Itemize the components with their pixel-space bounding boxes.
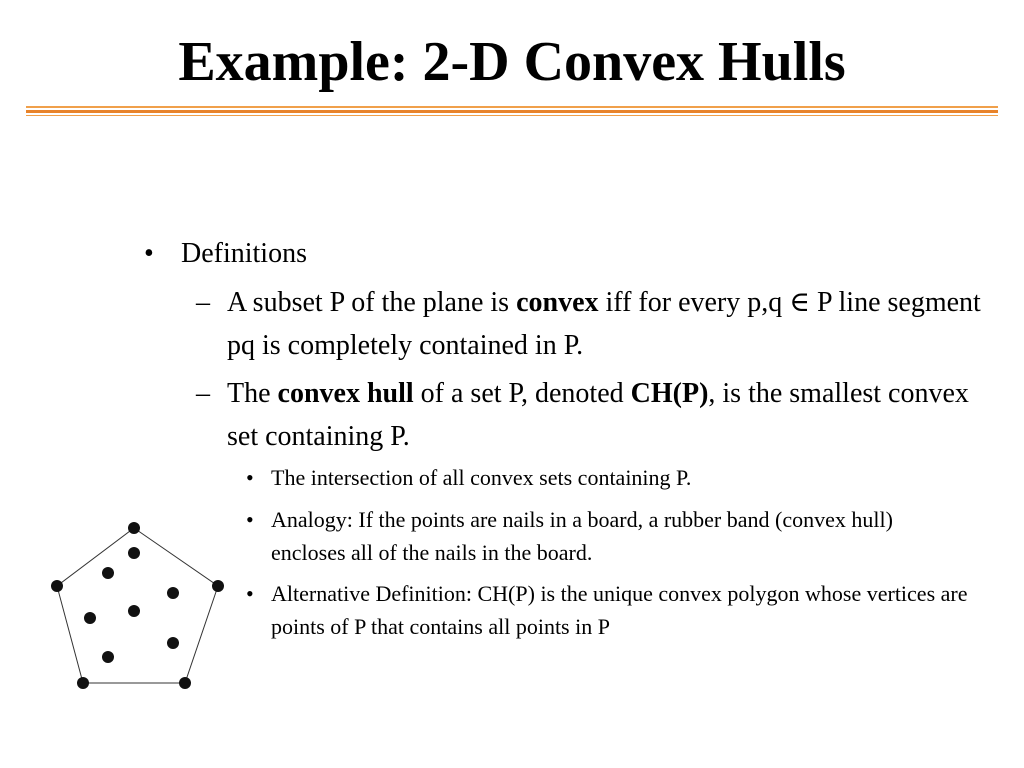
bullet-marker: • xyxy=(144,238,154,269)
hull-vertex-point xyxy=(179,677,191,689)
interior-point xyxy=(128,547,140,559)
bullet-text: Definitions xyxy=(181,238,307,269)
title-underline-thin xyxy=(26,115,998,116)
dash-marker: – xyxy=(196,287,210,318)
title-underline xyxy=(26,106,998,108)
sub-bullet-text: Analogy: If the points are nails in a board, a rubber band (convex hull) encloses all of the nails in the board. xyxy=(271,507,893,565)
sub-bullet-text: Alternative Definition: CH(P) is the unique convex polygon whose vertices are points of P that contains all points in P xyxy=(271,581,968,639)
interior-point xyxy=(84,612,96,624)
interior-point xyxy=(167,587,179,599)
hull-vertex-point xyxy=(212,580,224,592)
point-set xyxy=(51,522,224,689)
sub-bullet-marker: • xyxy=(246,581,254,606)
convex-hull-figure xyxy=(40,510,230,700)
interior-point xyxy=(128,605,140,617)
sub-bullet-marker: • xyxy=(246,465,254,490)
definition-hull-text: The convex hull of a set P, denoted CH(P), is the smallest convex set containing P. xyxy=(227,378,969,452)
hull-vertex-point xyxy=(51,580,63,592)
interior-point xyxy=(102,567,114,579)
term-convex: convex xyxy=(516,287,599,318)
hull-vertex-point xyxy=(128,522,140,534)
title-underline-thick xyxy=(26,110,998,113)
interior-point xyxy=(102,651,114,663)
slide-title: Example: 2-D Convex Hulls xyxy=(178,31,846,93)
notation-ch-p: CH(P) xyxy=(630,378,709,409)
sub-bullet-text: The intersection of all convex sets containing P. xyxy=(271,465,692,490)
definition-convex-text: A subset P of the plane is convex iff for every p,q ∈ P line segment pq is completely contained in P. xyxy=(227,287,981,361)
interior-point xyxy=(167,637,179,649)
term-convex-hull: convex hull xyxy=(277,378,414,409)
element-of-symbol: ∈ xyxy=(789,287,810,318)
dash-marker: – xyxy=(196,378,210,409)
sub-bullet-marker: • xyxy=(246,507,254,532)
hull-vertex-point xyxy=(77,677,89,689)
